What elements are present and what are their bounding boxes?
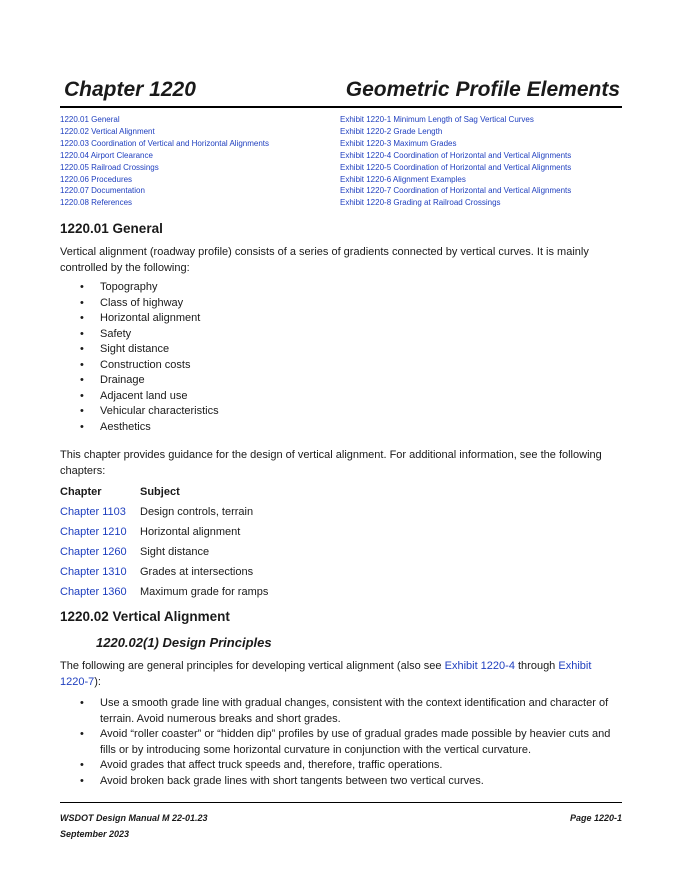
- toc-link[interactable]: 1220.04 Airport Clearance: [60, 150, 153, 160]
- manual-name: WSDOT Design Manual M 22-01.23: [60, 813, 208, 823]
- principles-intro: [60, 658, 622, 690]
- exhibit-link[interactable]: Exhibit 1220-7: [60, 660, 592, 688]
- toc-link[interactable]: 1220.06 Procedures: [60, 174, 133, 184]
- page-number: Page 1220-1: [569, 813, 622, 823]
- exhibit-link[interactable]: Exhibit 1220-8 Grading at Railroad Crossings: [340, 198, 501, 208]
- list-item: • Use a smooth grade line with gradual changes, consistent with the context identification and character of terrain. Avoid numerous breaks and short grades.: [100, 696, 622, 727]
- chapter-link[interactable]: Chapter 1260: [60, 546, 127, 558]
- exhibit-link[interactable]: Exhibit 1220-7 Coordination of Horizontal and Vertical Alignments: [340, 186, 572, 196]
- list-item: • Adjacent land use: [100, 389, 622, 405]
- principles-list: [60, 696, 622, 790]
- list-item: • Safety: [100, 327, 622, 343]
- toc-link[interactable]: 1220.02 Vertical Alignment: [60, 126, 155, 136]
- list-item: • Vehicular characteristics: [100, 404, 622, 420]
- exhibit-link[interactable]: Exhibit 1220-6 Alignment Examples: [340, 174, 466, 184]
- list-item: • Class of highway: [100, 296, 622, 312]
- chapter-title: Geometric Profile Elements: [345, 78, 620, 101]
- intro-text: The following are general principles for developing vertical alignment (also see: [60, 660, 445, 672]
- intro-text: through: [514, 660, 559, 672]
- chapter-link[interactable]: Chapter 1210: [60, 526, 127, 538]
- toc-sections: [60, 114, 269, 209]
- chapter-link[interactable]: Chapter 1360: [60, 586, 127, 598]
- subject-cell: Maximum grade for ramps: [140, 586, 269, 598]
- chapter-link[interactable]: Chapter 1310: [60, 566, 127, 578]
- chapter-reference-table: [60, 482, 268, 602]
- table-row: [60, 562, 268, 582]
- toc-exhibits: [340, 114, 571, 209]
- exhibit-link[interactable]: Exhibit 1220-1 Minimum Length of Sag Vertical Curves: [340, 115, 534, 124]
- list-item: • Topography: [100, 280, 622, 296]
- subject-cell: Grades at intersections: [140, 566, 254, 578]
- toc-link[interactable]: 1220.03 Coordination of Vertical and Horizontal Alignments: [60, 138, 270, 148]
- publication-date: September 2023: [60, 829, 130, 839]
- general-intro: Vertical alignment (roadway profile) consists of a series of gradients connected by vertical curves. It is mainly controlled by the following:: [60, 246, 589, 274]
- exhibit-link[interactable]: Exhibit 1220-3 Maximum Grades: [340, 138, 457, 148]
- table-row: [60, 502, 268, 522]
- table-row: [60, 522, 268, 542]
- subject-cell: Sight distance: [140, 546, 210, 558]
- chapter-number: Chapter 1220: [64, 78, 196, 101]
- controls-list: [60, 280, 622, 435]
- list-item: • Aesthetics: [100, 420, 622, 436]
- list-item: • Avoid “roller coaster” or “hidden dip” profiles by use of gradual grades made possible by heavier cuts and fills or by introducing some horizontal curvature in conjunction with the vertical curvature.: [100, 727, 622, 758]
- section-heading-vertical: 1220.02 Vertical Alignment: [60, 609, 230, 624]
- page-footer: [60, 802, 622, 839]
- guidance-paragraph: This chapter provides guidance for the design of vertical alignment. For additional information, see the following chapters:: [60, 449, 602, 477]
- exhibit-link[interactable]: Exhibit 1220-5 Coordination of Horizontal and Vertical Alignments: [340, 162, 572, 172]
- chapter-link[interactable]: Chapter 1103: [60, 506, 126, 518]
- intro-text: ):: [94, 676, 101, 688]
- list-item: • Avoid broken back grade lines with short tangents between two vertical curves.: [100, 774, 622, 790]
- toc-link[interactable]: 1220.07 Documentation: [60, 186, 145, 196]
- toc-link[interactable]: 1220.08 References: [60, 198, 133, 208]
- list-item: • Avoid grades that affect truck speeds and, therefore, traffic operations.: [100, 758, 622, 774]
- toc-link[interactable]: 1220.01 General: [60, 115, 120, 124]
- exhibit-link[interactable]: Exhibit 1220-2 Grade Length: [340, 126, 443, 136]
- column-header-chapter: Chapter: [60, 486, 102, 498]
- main-content: [60, 220, 622, 790]
- exhibit-link[interactable]: Exhibit 1220-4 Coordination of Horizontal and Vertical Alignments: [340, 150, 572, 160]
- list-item: • Sight distance: [100, 342, 622, 358]
- list-item: • Horizontal alignment: [100, 311, 622, 327]
- table-row: [60, 582, 268, 602]
- chapter-header: [60, 78, 622, 108]
- list-item: • Construction costs: [100, 358, 622, 374]
- section-heading-general: 1220.01 General: [60, 221, 163, 236]
- table-row: [60, 542, 268, 562]
- exhibit-link[interactable]: Exhibit 1220-4: [444, 660, 515, 672]
- subsection-heading-design-principles: 1220.02(1) Design Principles: [96, 635, 272, 650]
- subject-cell: Design controls, terrain: [140, 506, 254, 518]
- subject-cell: Horizontal alignment: [140, 526, 241, 538]
- toc-link[interactable]: 1220.05 Railroad Crossings: [60, 162, 159, 172]
- list-item: • Drainage: [100, 373, 622, 389]
- table-header-row: [60, 482, 268, 502]
- column-header-subject: Subject: [140, 486, 180, 498]
